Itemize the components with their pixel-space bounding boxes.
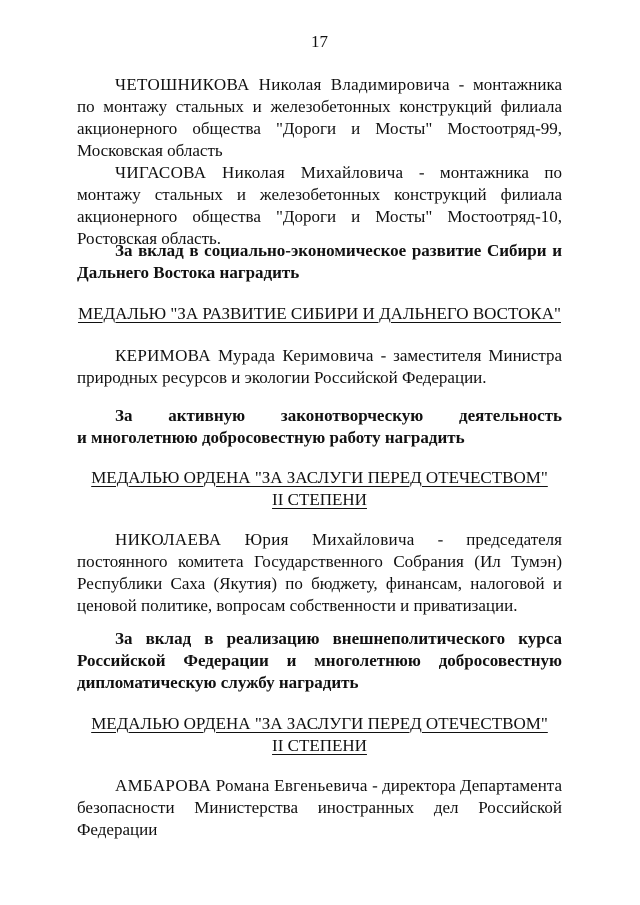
award-paragraph-kerimov [77, 345, 562, 389]
awardee-name: КЕРИМОВА Мурада Керимовича [115, 346, 374, 365]
award-reason-lawmaking [77, 405, 562, 449]
page-number: 17 [311, 32, 328, 51]
awardee-name: ЧЕТОШНИКОВА Николая Владимировича [115, 75, 450, 94]
document-page [77, 0, 562, 905]
award-reason-siberia: За вклад в социально-экономическое развитие Сибири и Дальнего Востока наградить [77, 241, 562, 282]
award-heading-fatherland-medal-2 [77, 713, 562, 757]
award-heading-siberia-medal [77, 303, 562, 325]
award-reason-line-2: и многолетнюю добросовестную работу наградить [77, 428, 465, 447]
award-paragraph-ambarov [77, 775, 562, 841]
award-paragraph-nikolaev [77, 529, 562, 617]
awardee-name: НИКОЛАЕВА Юрия Михайловича [115, 530, 415, 549]
award-heading-fatherland-medal-1 [77, 467, 562, 511]
award-heading-line: МЕДАЛЬЮ ОРДЕНА "ЗА ЗАСЛУГИ ПЕРЕД ОТЕЧЕСТВОМ" [91, 468, 548, 487]
award-heading-degree: II СТЕПЕНИ [272, 736, 367, 755]
award-heading-line: МЕДАЛЬЮ "ЗА РАЗВИТИЕ СИБИРИ И ДАЛЬНЕГО ВОСТОКА" [77, 304, 561, 323]
awardee-position: - монтажника по монтажу стальных и железобетонных конструкций филиала акционерного общества "Дороги и Мосты" Мостоотряд-99, Московская область [77, 75, 563, 160]
awardee-position: - заместителя Министра природных ресурсов и экологии Российской Федерации. [77, 346, 563, 387]
award-heading-degree: II СТЕПЕНИ [272, 490, 367, 509]
award-paragraph-chigasov [77, 162, 562, 250]
awardee-position: - председателя постоянного комитета Государственного Собрания (Ил Тумэн) Республики Саха (Якутия) по бюджету, финансам, налоговой и ценовой политике, вопросам собственности и приватизации. [77, 530, 562, 615]
awardee-name: ЧИГАСОВА Николая Михайловича [115, 163, 404, 182]
awardee-name: АМБАРОВА Романа Евгеньевича [115, 776, 368, 795]
awardee-position: - монтажника по монтажу стальных и железобетонных конструкций филиала акционерного общества "Дороги и Мосты" Мостоотряд-10, Ростовская область. [77, 163, 562, 248]
award-reason-diplomacy: За вклад в реализацию внешнеполитического курса Российской Федерации и многолетнюю добросовестную дипломатическую службу наградить [77, 629, 562, 692]
award-heading-line: МЕДАЛЬЮ ОРДЕНА "ЗА ЗАСЛУГИ ПЕРЕД ОТЕЧЕСТВОМ" [91, 714, 548, 733]
awardee-position: - директора Департамента безопасности Министерства иностранных дел Российской Федерации [77, 776, 562, 839]
award-reason-line-1: За активную законотворческую деятельность [115, 406, 562, 425]
award-paragraph-chetoshnikov [77, 74, 562, 162]
